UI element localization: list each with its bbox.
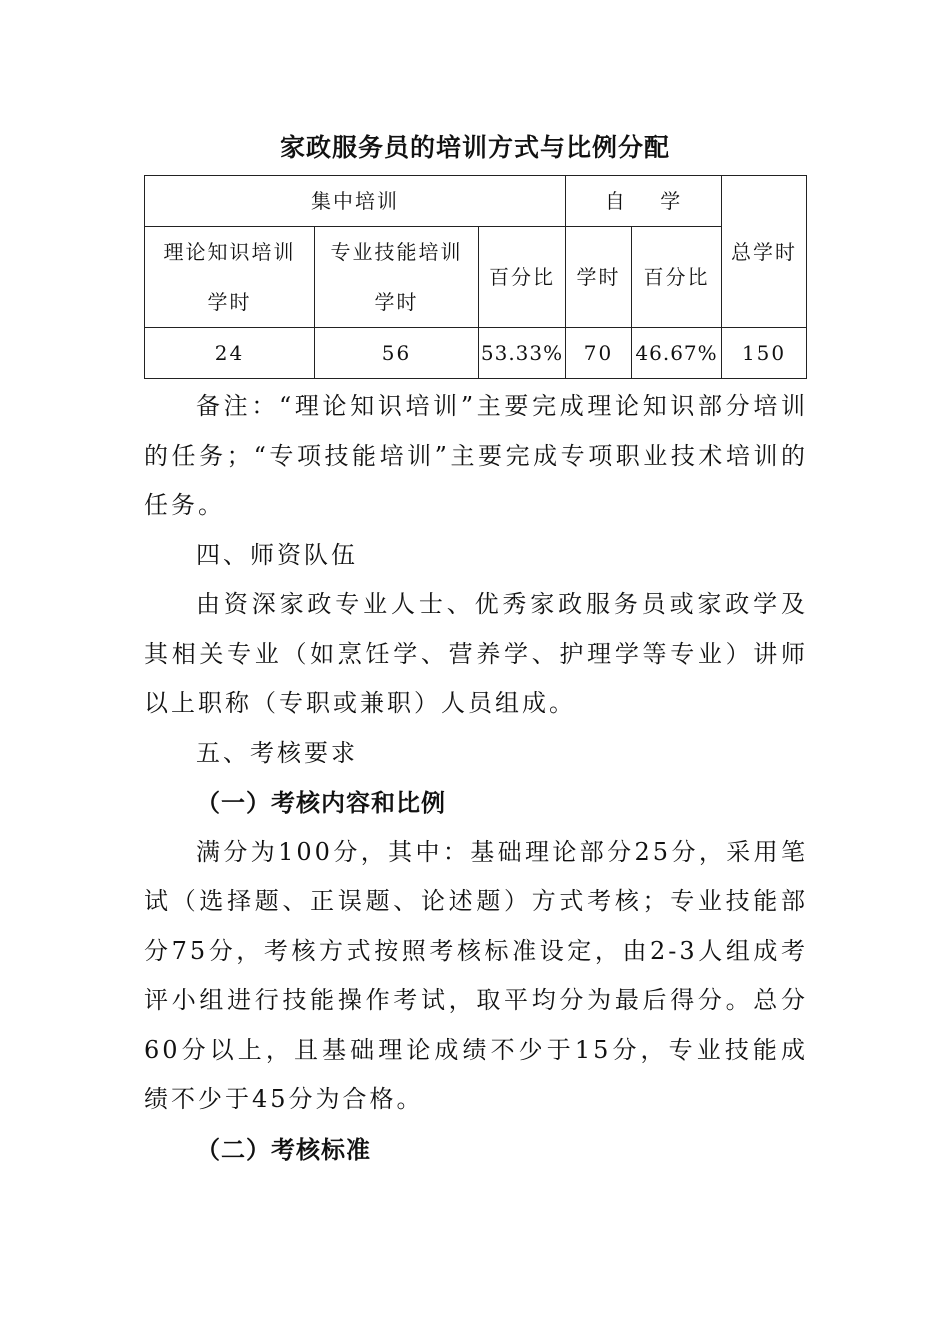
- subsection-1-body: 满分为100分，其中：基础理论部分25分，采用笔试（选择题、正误题、论述题）方式考核；专业技能部分75分，考核方式按照考核标准设定，由2-3人组成考评小组进行技能操作考试，取平均分为最后得分。总分60分以上，且基础理论成绩不少于15分，专业技能成绩不少于45分为合格。: [144, 837, 808, 1113]
- section-5-heading: 五、考核要求: [196, 738, 358, 767]
- header-theory-line2: 学时: [207, 290, 252, 314]
- header-self-study-hours: 学时: [566, 227, 632, 328]
- table-header-row-1: [145, 176, 807, 227]
- table-row: [145, 328, 807, 379]
- cell-theory-hours: 24: [145, 328, 315, 379]
- header-theory-hours: [145, 227, 315, 328]
- header-skill-line2: 学时: [374, 290, 419, 314]
- subsection-2-heading: （二）考核标准: [196, 1134, 371, 1164]
- section-4-heading: 四、师资队伍: [196, 540, 358, 569]
- header-theory-line1: 理论知识培训: [163, 240, 296, 264]
- body-text: [144, 382, 808, 1174]
- note-paragraph: 备注：“理论知识培训”主要完成理论知识部分培训的任务；“专项技能培训”主要完成专项职业技术培训的任务。: [144, 392, 808, 519]
- subsection-1-heading: （一）考核内容和比例: [196, 788, 446, 817]
- cell-skill-hours: 56: [315, 328, 479, 379]
- header-centralized-training: 集中培训: [145, 176, 566, 227]
- header-percent-self-study: 百分比: [632, 227, 722, 328]
- cell-self-study-hours: 70: [566, 328, 632, 379]
- cell-percent-centralized: 53.33%: [479, 328, 566, 379]
- header-percent-centralized: 百分比: [479, 227, 566, 328]
- table-title: 家政服务员的培训方式与比例分配: [279, 133, 670, 162]
- training-allocation-table: [144, 175, 807, 379]
- header-self-study: 自 学: [566, 176, 722, 227]
- cell-total-hours: 150: [722, 328, 807, 379]
- table-header-row-2: [145, 227, 807, 328]
- header-skill-hours: [315, 227, 479, 328]
- section-4-body: 由资深家政专业人士、优秀家政服务员或家政学及其相关专业（如烹饪学、营养学、护理学等专业）讲师以上职称（专职或兼职）人员组成。: [144, 590, 808, 717]
- cell-percent-self-study: 46.67%: [632, 328, 722, 379]
- header-total-hours: 总学时: [722, 176, 807, 328]
- header-skill-line1: 专业技能培训: [330, 240, 463, 264]
